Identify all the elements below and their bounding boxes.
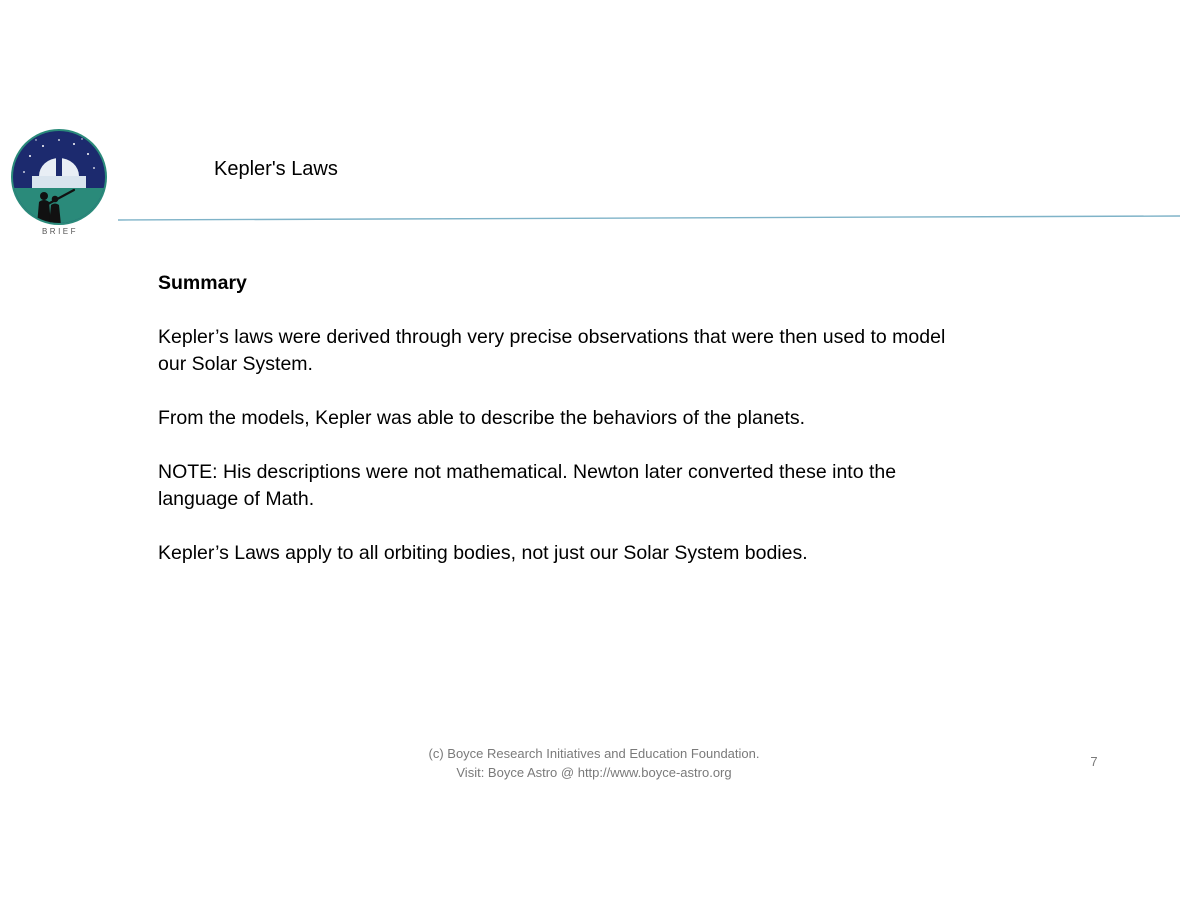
svg-text:BRIEF: BRIEF: [41, 227, 79, 236]
paragraph-observations: Kepler’s laws were derived through very precise observations that were then used to model our Solar System.: [158, 326, 946, 375]
paragraph-models: From the models, Kepler was able to describe the behaviors of the planets.: [158, 407, 806, 429]
section-heading: Summary: [158, 272, 247, 294]
paragraph-orbiting-bodies: Kepler’s Laws apply to all orbiting bodies, not just our Solar System bodies.: [158, 542, 808, 564]
paragraph-note: NOTE: His descriptions were not mathematical. Newton later converted these into the language of Math.: [158, 461, 897, 510]
observatory-logo-icon: [8, 128, 112, 238]
footer: [394, 744, 794, 782]
brief-logo: [8, 128, 112, 238]
slide-title: Kepler's Laws: [214, 158, 338, 180]
footer-copyright: (c) Boyce Research Initiatives and Education Foundation.: [428, 746, 760, 761]
slide-content: [158, 270, 958, 594]
footer-visit-link: Visit: Boyce Astro @ http://www.boyce-astro.org: [456, 765, 732, 780]
title-divider: [118, 214, 1180, 222]
page-number: 7: [1090, 754, 1098, 769]
